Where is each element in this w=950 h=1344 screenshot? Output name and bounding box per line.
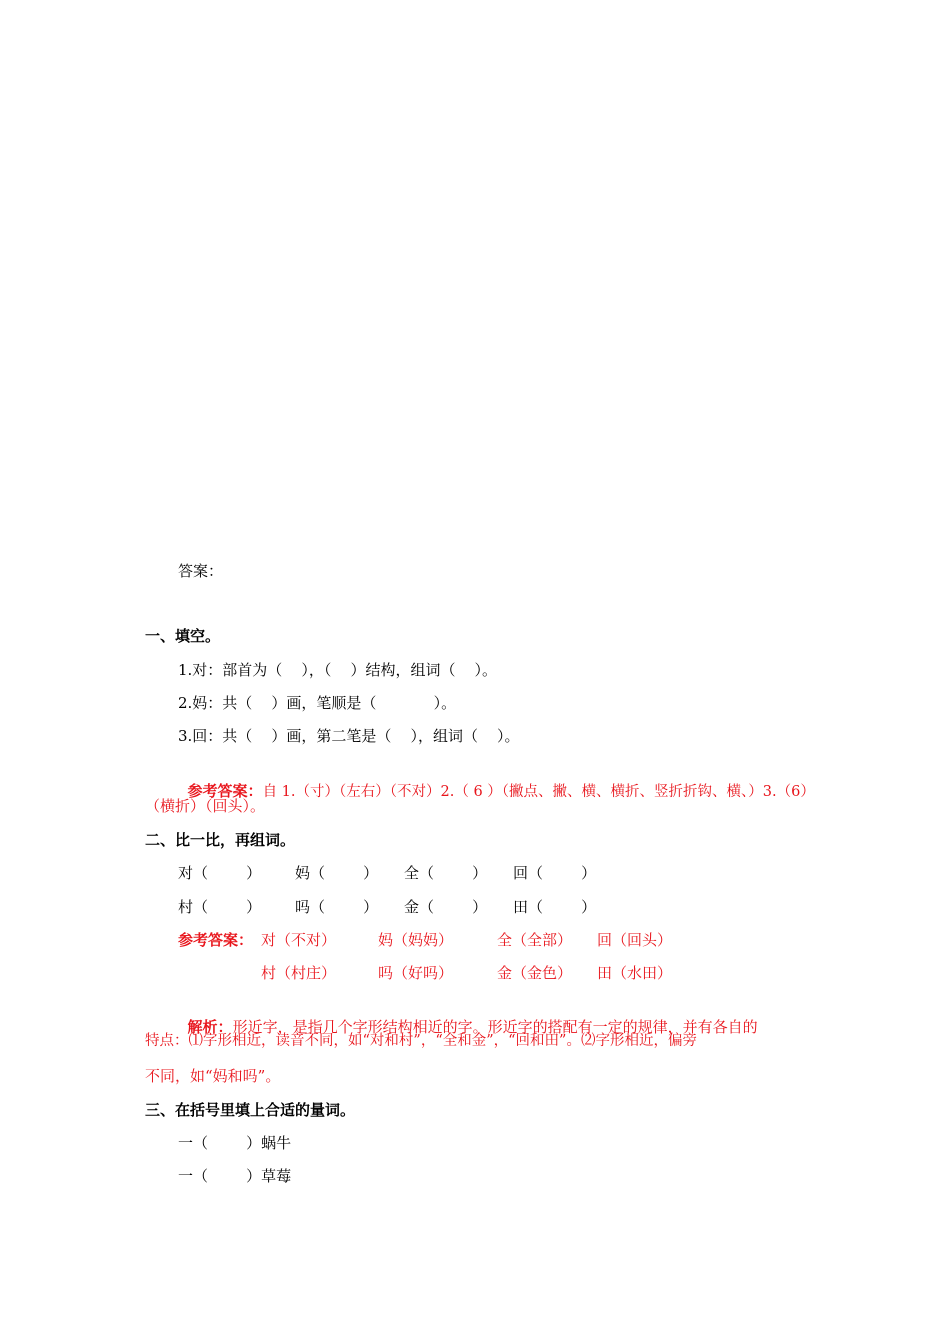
section1-question-1: 1.对：部首为（ ），（ ）结构，组词（ ）。 <box>178 661 498 679</box>
section2-row1-item: 回（ ） <box>513 864 597 882</box>
section2-analysis-line3: 不同，如“妈和吗”。 <box>145 1067 281 1085</box>
section2-analysis <box>178 997 758 1036</box>
section2-row1-item: 妈（ ） <box>295 864 379 882</box>
section2-answer-row2-item: 吗（好吗） <box>378 964 454 982</box>
section3-item: 一（ ）蜗牛 <box>178 1134 292 1152</box>
section1-answer-line2: （横折）（回头）。 <box>145 797 266 815</box>
section3-title: 三、在括号里填上合适的量词。 <box>145 1101 356 1119</box>
section2-title: 二、比一比，再组词。 <box>145 831 296 849</box>
section2-answer-row2-item: 田（水田） <box>597 964 673 982</box>
section2-analysis-line1: 形近字，是指几个字形结构相近的字。形近字的搭配有一定的规律，并有各自的 <box>232 1018 758 1036</box>
section2-answer-row1-item: 全（全部） <box>497 931 573 949</box>
section2-row2-item: 金（ ） <box>404 898 488 916</box>
section2-row2-item: 吗（ ） <box>295 898 379 916</box>
section1-answer-line1: 自 1.（寸）（左右）（不对）2.（ 6 ）（撇点、撇、横、横折、竖折折钩、横、）3.（6） <box>262 784 815 800</box>
section1-answer-label: 参考答案： <box>187 782 263 800</box>
section2-row1-item: 对（ ） <box>178 864 262 882</box>
section1-answer <box>178 761 815 800</box>
section2-answer-row2-item: 金（金色） <box>497 964 573 982</box>
section1-question-2: 2.妈：共（ ）画，笔顺是（ ）。 <box>178 694 457 712</box>
section2-answer-row2-item: 村（村庄） <box>261 964 337 982</box>
section2-analysis-label: 解析： <box>187 1018 233 1036</box>
answers-heading: 答案： <box>178 562 224 580</box>
section2-row1-item: 全（ ） <box>404 864 488 882</box>
section2-answer-row1-item: 对（不对） <box>261 931 337 949</box>
section2-row2-item: 田（ ） <box>513 898 597 916</box>
section3-item: 一（ ）草莓 <box>178 1167 292 1185</box>
section2-answer-label: 参考答案： <box>178 931 254 949</box>
section2-answer-row1-item: 妈（妈妈） <box>378 931 454 949</box>
section2-answer-row1-item: 回（回头） <box>597 931 673 949</box>
section2-row2-item: 村（ ） <box>178 898 262 916</box>
section1-question-3: 3.回：共（ ）画，第二笔是（ ），组词（ ）。 <box>178 727 520 745</box>
section2-analysis-line2: 特点：⑴字形相近，读音不同，如“对和村”，“全和金”，“回和田”。⑵字形相近，偏旁 <box>145 1033 697 1049</box>
section1-title: 一、填空。 <box>145 627 221 645</box>
